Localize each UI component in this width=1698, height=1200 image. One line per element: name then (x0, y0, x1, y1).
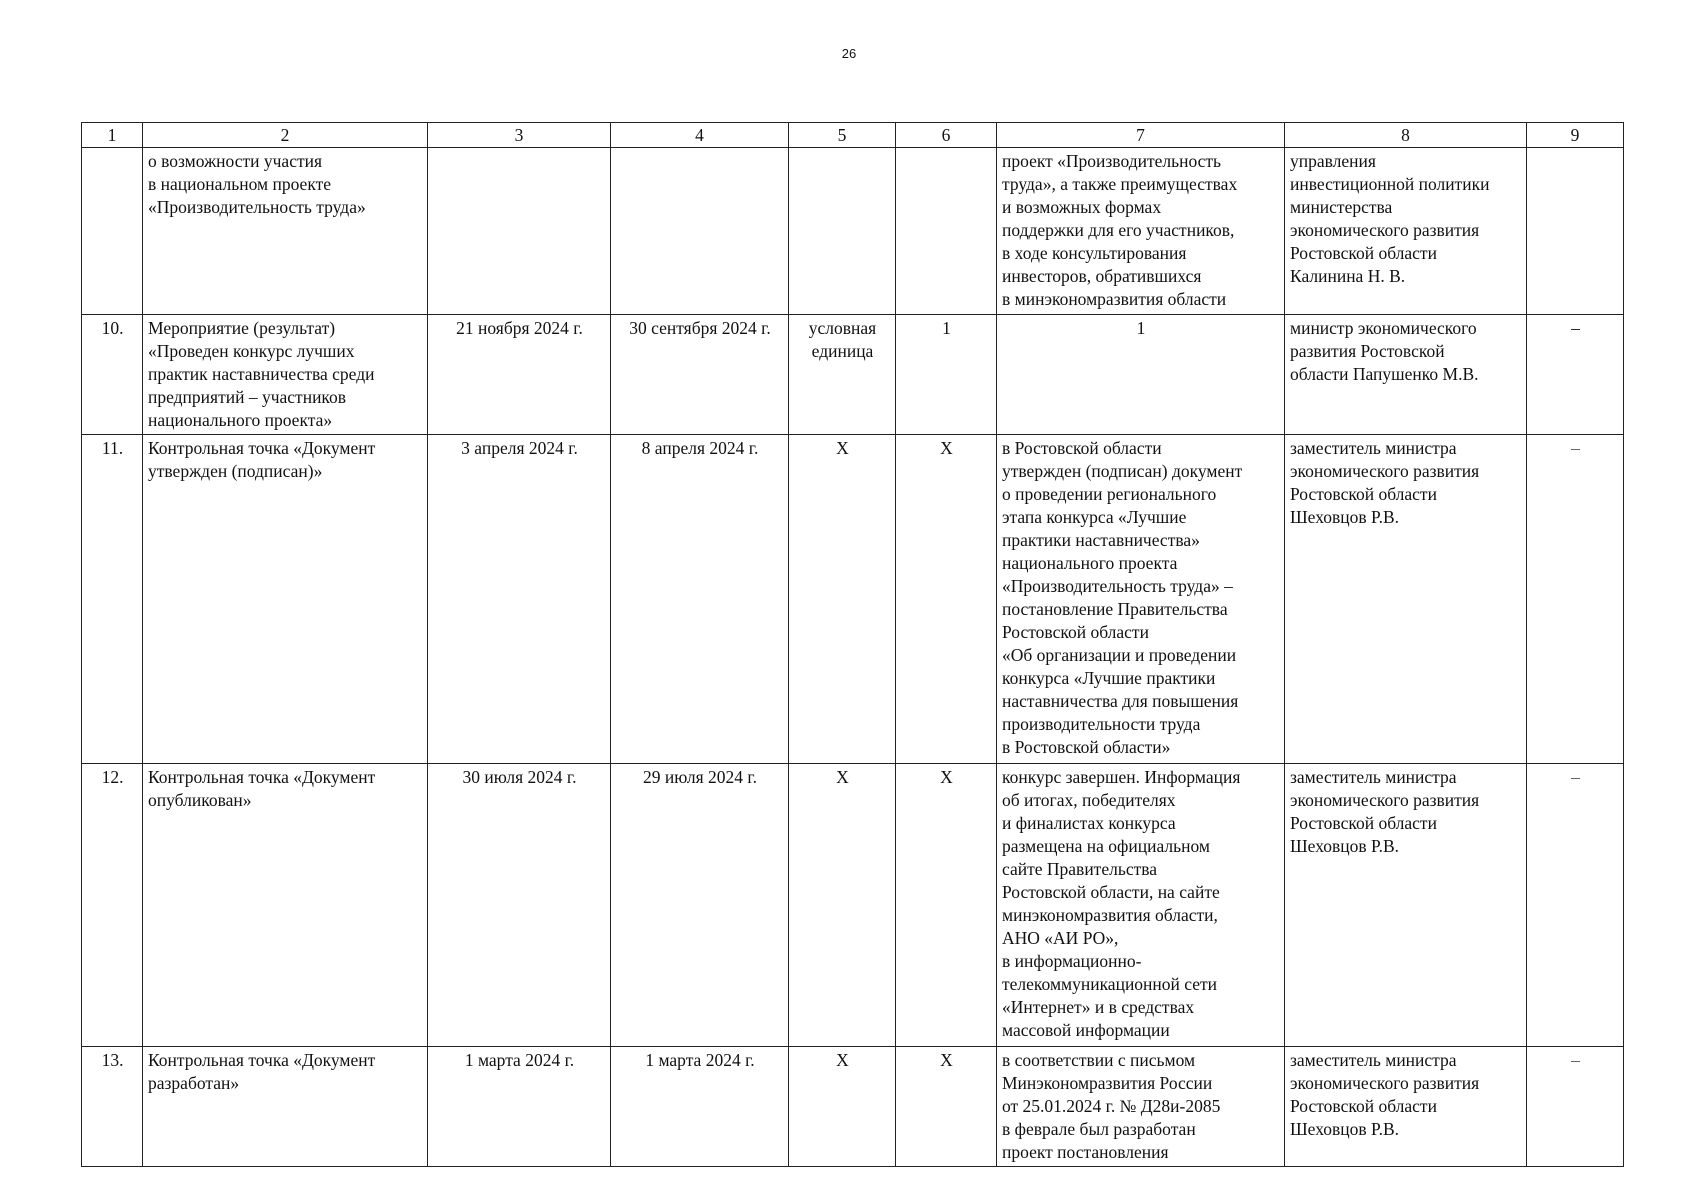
planned-value (896, 148, 997, 315)
planned-value: Х (896, 435, 997, 764)
row-number (82, 148, 143, 315)
unit (789, 148, 896, 315)
item-description: о возможности участия в национальном проекте «Производительность труда» (143, 148, 428, 315)
note: – (1527, 435, 1624, 764)
planned-date: 1 марта 2024 г. (428, 1047, 611, 1167)
item-description: Контрольная точка «Документ разработан» (143, 1047, 428, 1167)
item-description: Мероприятие (результат) «Проведен конкурс лучших практик наставничества среди предприятий – участников национального проекта» (143, 315, 428, 435)
table-row (82, 1047, 1624, 1167)
column-header-5: 5 (789, 123, 896, 148)
responsible-person: управления инвестиционной политики министерства экономического развития Ростовской области Калинина Н. В. (1285, 148, 1527, 315)
row-number: 10. (82, 315, 143, 435)
column-header-7: 7 (997, 123, 1285, 148)
row-number: 13. (82, 1047, 143, 1167)
column-header-6: 6 (896, 123, 997, 148)
responsible-person: министр экономического развития Ростовской области Папушенко М.В. (1285, 315, 1527, 435)
result-text: проект «Производительность труда», а также преимуществах и возможных формах поддержки для его участников, в ходе консультирования инвесторов, обратившихся в минэкономразвития области (997, 148, 1285, 315)
unit: Х (789, 435, 896, 764)
table-row (82, 148, 1624, 315)
planned-date: 3 апреля 2024 г. (428, 435, 611, 764)
responsible-person: заместитель министра экономического развития Ростовской области Шеховцов Р.В. (1285, 435, 1527, 764)
actual-date: 1 марта 2024 г. (611, 1047, 789, 1167)
actual-date (611, 148, 789, 315)
note: – (1527, 764, 1624, 1047)
note: – (1527, 315, 1624, 435)
planned-value: 1 (896, 315, 997, 435)
result-text: в соответствии с письмом Минэкономразвития России от 25.01.2024 г. № Д28и-2085 в феврале был разработан проект постановления (997, 1047, 1285, 1167)
table-row (82, 435, 1624, 764)
unit: Х (789, 764, 896, 1047)
column-header-3: 3 (428, 123, 611, 148)
unit: условная единица (789, 315, 896, 435)
item-description: Контрольная точка «Документ опубликован» (143, 764, 428, 1047)
column-header-1: 1 (82, 123, 143, 148)
row-number: 12. (82, 764, 143, 1047)
note: – (1527, 1047, 1624, 1167)
column-header-2: 2 (143, 123, 428, 148)
responsible-person: заместитель министра экономического развития Ростовской области Шеховцов Р.В. (1285, 764, 1527, 1047)
responsible-person: заместитель министра экономического развития Ростовской области Шеховцов Р.В. (1285, 1047, 1527, 1167)
planned-value: Х (896, 1047, 997, 1167)
plan-table (81, 122, 1624, 1167)
planned-date: 21 ноября 2024 г. (428, 315, 611, 435)
column-header-9: 9 (1527, 123, 1624, 148)
result-text: 1 (997, 315, 1285, 435)
row-number: 11. (82, 435, 143, 764)
column-header-8: 8 (1285, 123, 1527, 148)
planned-date: 30 июля 2024 г. (428, 764, 611, 1047)
header-row (82, 123, 1624, 148)
item-description: Контрольная точка «Документ утвержден (подписан)» (143, 435, 428, 764)
planned-value: Х (896, 764, 997, 1047)
actual-date: 30 сентября 2024 г. (611, 315, 789, 435)
planned-date (428, 148, 611, 315)
result-text: в Ростовской области утвержден (подписан) документ о проведении регионального этапа конкурса «Лучшие практики наставничества» национального проекта «Производительность труда» – постановление Правительства Ростовской области «Об организации и проведении конкурса «Лучшие практики наставничества для повышения производительности труда в Ростовской области» (997, 435, 1285, 764)
table-row (82, 315, 1624, 435)
column-header-4: 4 (611, 123, 789, 148)
result-text: конкурс завершен. Информация об итогах, победителях и финалистах конкурса размещена на официальном сайте Правительства Ростовской области, на сайте минэкономразвития области, АНО «АИ РО», в информационно- телекоммуникационной сети «Интернет» и в средствах массовой информации (997, 764, 1285, 1047)
page-number: 26 (841, 46, 857, 61)
actual-date: 29 июля 2024 г. (611, 764, 789, 1047)
unit: Х (789, 1047, 896, 1167)
note (1527, 148, 1624, 315)
actual-date: 8 апреля 2024 г. (611, 435, 789, 764)
table-row (82, 764, 1624, 1047)
